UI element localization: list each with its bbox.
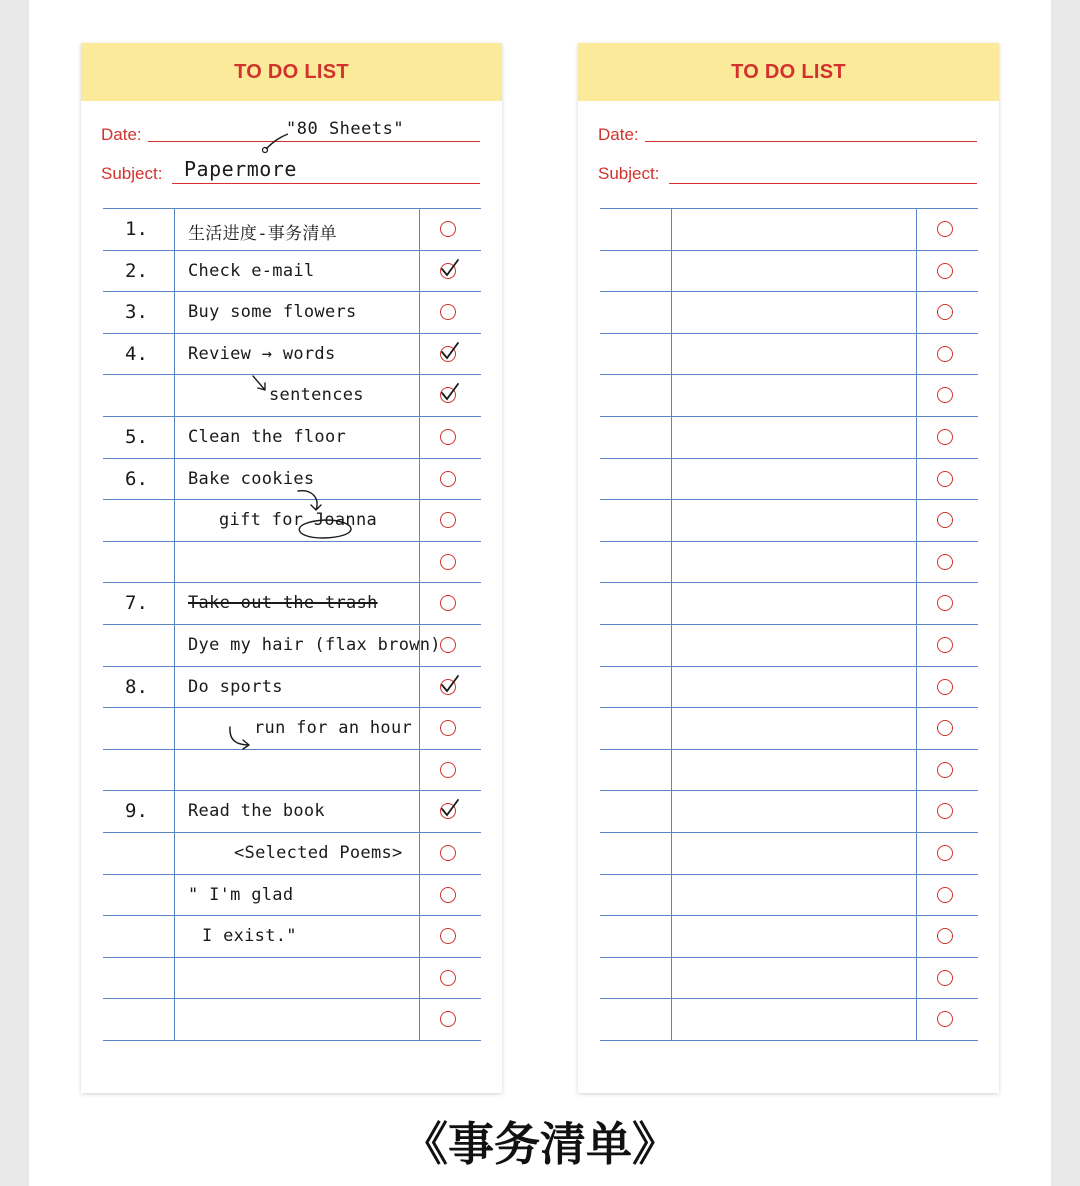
todo-grid — [600, 209, 978, 1041]
table-row — [600, 791, 978, 833]
checkbox-circle[interactable] — [937, 887, 953, 903]
table-row — [103, 750, 481, 792]
table-row — [103, 417, 481, 459]
curved-arrow-icon — [227, 725, 257, 751]
row-number: 7. — [125, 592, 148, 615]
table-row — [600, 417, 978, 459]
sheet-title: TO DO LIST — [731, 60, 846, 83]
table-row — [600, 875, 978, 917]
table-row — [103, 292, 481, 334]
table-row — [600, 334, 978, 376]
table-row — [103, 459, 481, 501]
checkbox-circle[interactable] — [440, 221, 456, 237]
subject-line — [172, 183, 480, 184]
table-row — [103, 916, 481, 958]
checkbox-circle[interactable] — [440, 304, 456, 320]
table-row — [103, 791, 481, 833]
checkbox-circle[interactable] — [937, 387, 953, 403]
checkbox-circle[interactable] — [440, 970, 456, 986]
table-row — [600, 708, 978, 750]
curved-arrow-icon — [296, 488, 326, 518]
table-row — [103, 375, 481, 417]
row-number: 2. — [125, 259, 148, 282]
task-text: Read the book — [188, 801, 325, 822]
checkmark-icon — [437, 340, 461, 364]
table-row — [103, 251, 481, 293]
checkmark-icon — [437, 797, 461, 821]
table-row — [600, 833, 978, 875]
caption-title: 《事务清单》 — [402, 1117, 678, 1171]
date-note-arrow — [256, 131, 296, 157]
checkbox-circle[interactable] — [937, 762, 953, 778]
table-row — [103, 833, 481, 875]
task-text: Review → words — [188, 343, 336, 364]
row-number: 4. — [125, 342, 148, 365]
table-row — [600, 542, 978, 584]
sheet-header — [578, 43, 999, 101]
table-row — [103, 542, 481, 584]
checkbox-circle[interactable] — [440, 762, 456, 778]
table-row — [600, 999, 978, 1041]
checkbox-circle[interactable] — [440, 720, 456, 736]
checkbox-circle[interactable] — [937, 595, 953, 611]
table-row — [600, 500, 978, 542]
checkbox-circle[interactable] — [440, 845, 456, 861]
table-row — [600, 625, 978, 667]
task-text: Dye my hair (flax brown) — [188, 634, 441, 655]
task-text: 生活进度-事务清单 — [188, 224, 337, 244]
table-row — [600, 251, 978, 293]
table-row — [600, 916, 978, 958]
checkbox-circle[interactable] — [440, 554, 456, 570]
todo-grid — [103, 209, 481, 1041]
checkbox-circle[interactable] — [937, 970, 953, 986]
checkbox-circle[interactable] — [937, 637, 953, 653]
checkbox-circle[interactable] — [937, 928, 953, 944]
date-label: Date: — [598, 125, 639, 144]
task-text: Bake cookies — [188, 468, 315, 489]
table-row — [103, 334, 481, 376]
checkbox-circle[interactable] — [440, 471, 456, 487]
todo-sheet-blank — [578, 43, 999, 1093]
checkbox-circle[interactable] — [440, 928, 456, 944]
row-number: 6. — [125, 467, 148, 490]
checkbox-circle[interactable] — [937, 803, 953, 819]
ellipse-mark — [287, 517, 363, 541]
subject-label: Subject: — [598, 164, 660, 183]
checkbox-circle[interactable] — [440, 595, 456, 611]
checkbox-circle[interactable] — [937, 845, 953, 861]
sheet-header — [81, 43, 502, 101]
checkbox-circle[interactable] — [937, 1011, 953, 1027]
checkbox-circle[interactable] — [440, 637, 456, 653]
subject-line — [669, 183, 977, 184]
checkbox-circle[interactable] — [937, 346, 953, 362]
table-row — [600, 750, 978, 792]
row-number: 9. — [125, 800, 148, 823]
date-line — [148, 141, 480, 142]
checkbox-circle[interactable] — [937, 429, 953, 445]
table-row — [600, 292, 978, 334]
table-row — [103, 708, 481, 750]
task-text: gift for Joanna — [219, 510, 378, 531]
date-line — [645, 141, 977, 142]
checkmark-icon — [437, 257, 461, 281]
task-text: Buy some flowers — [188, 302, 357, 323]
table-row — [103, 583, 481, 625]
row-number: 1. — [125, 218, 148, 240]
table-row — [103, 999, 481, 1041]
down-arrow-icon — [249, 373, 273, 397]
table-row — [600, 375, 978, 417]
checkbox-circle[interactable] — [440, 512, 456, 528]
checkbox-circle[interactable] — [937, 679, 953, 695]
checkbox-circle[interactable] — [440, 429, 456, 445]
checkbox-circle[interactable] — [937, 471, 953, 487]
checkbox-circle[interactable] — [937, 221, 953, 237]
task-text: run for an hour — [254, 718, 413, 739]
row-number: 3. — [125, 301, 148, 324]
table-row — [103, 625, 481, 667]
table-row — [103, 209, 481, 251]
table-row — [103, 667, 481, 709]
table-row — [103, 875, 481, 917]
table-row — [600, 459, 978, 501]
table-row — [600, 583, 978, 625]
subject-value: Papermore — [184, 157, 297, 181]
task-text: Check e-mail — [188, 260, 315, 281]
todo-sheet-filled — [81, 43, 502, 1093]
subject-label: Subject: — [101, 164, 163, 183]
checkbox-circle[interactable] — [937, 263, 953, 279]
checkbox-circle[interactable] — [937, 720, 953, 736]
checkmark-icon — [437, 381, 461, 405]
task-text: Do sports — [188, 676, 283, 697]
row-number: 8. — [125, 675, 148, 698]
task-text: <Selected Poems> — [234, 842, 403, 863]
sheet-title: TO DO LIST — [234, 60, 349, 83]
table-row — [600, 667, 978, 709]
date-label: Date: — [101, 125, 142, 144]
task-text: I exist." — [202, 926, 297, 947]
checkbox-circle[interactable] — [937, 304, 953, 320]
table-row — [600, 958, 978, 1000]
checkbox-circle[interactable] — [440, 1011, 456, 1027]
task-text: Take out the trash — [188, 593, 378, 614]
task-text: Clean the floor — [188, 426, 347, 447]
checkbox-circle[interactable] — [937, 512, 953, 528]
date-note: "80 Sheets" — [286, 119, 405, 139]
checkbox-circle[interactable] — [937, 554, 953, 570]
checkmark-icon — [437, 673, 461, 697]
table-row — [103, 958, 481, 1000]
task-text: " I'm glad — [188, 884, 294, 905]
checkbox-circle[interactable] — [440, 887, 456, 903]
table-row — [600, 209, 978, 251]
task-text: sentences — [269, 385, 364, 406]
row-number: 5. — [125, 425, 148, 448]
